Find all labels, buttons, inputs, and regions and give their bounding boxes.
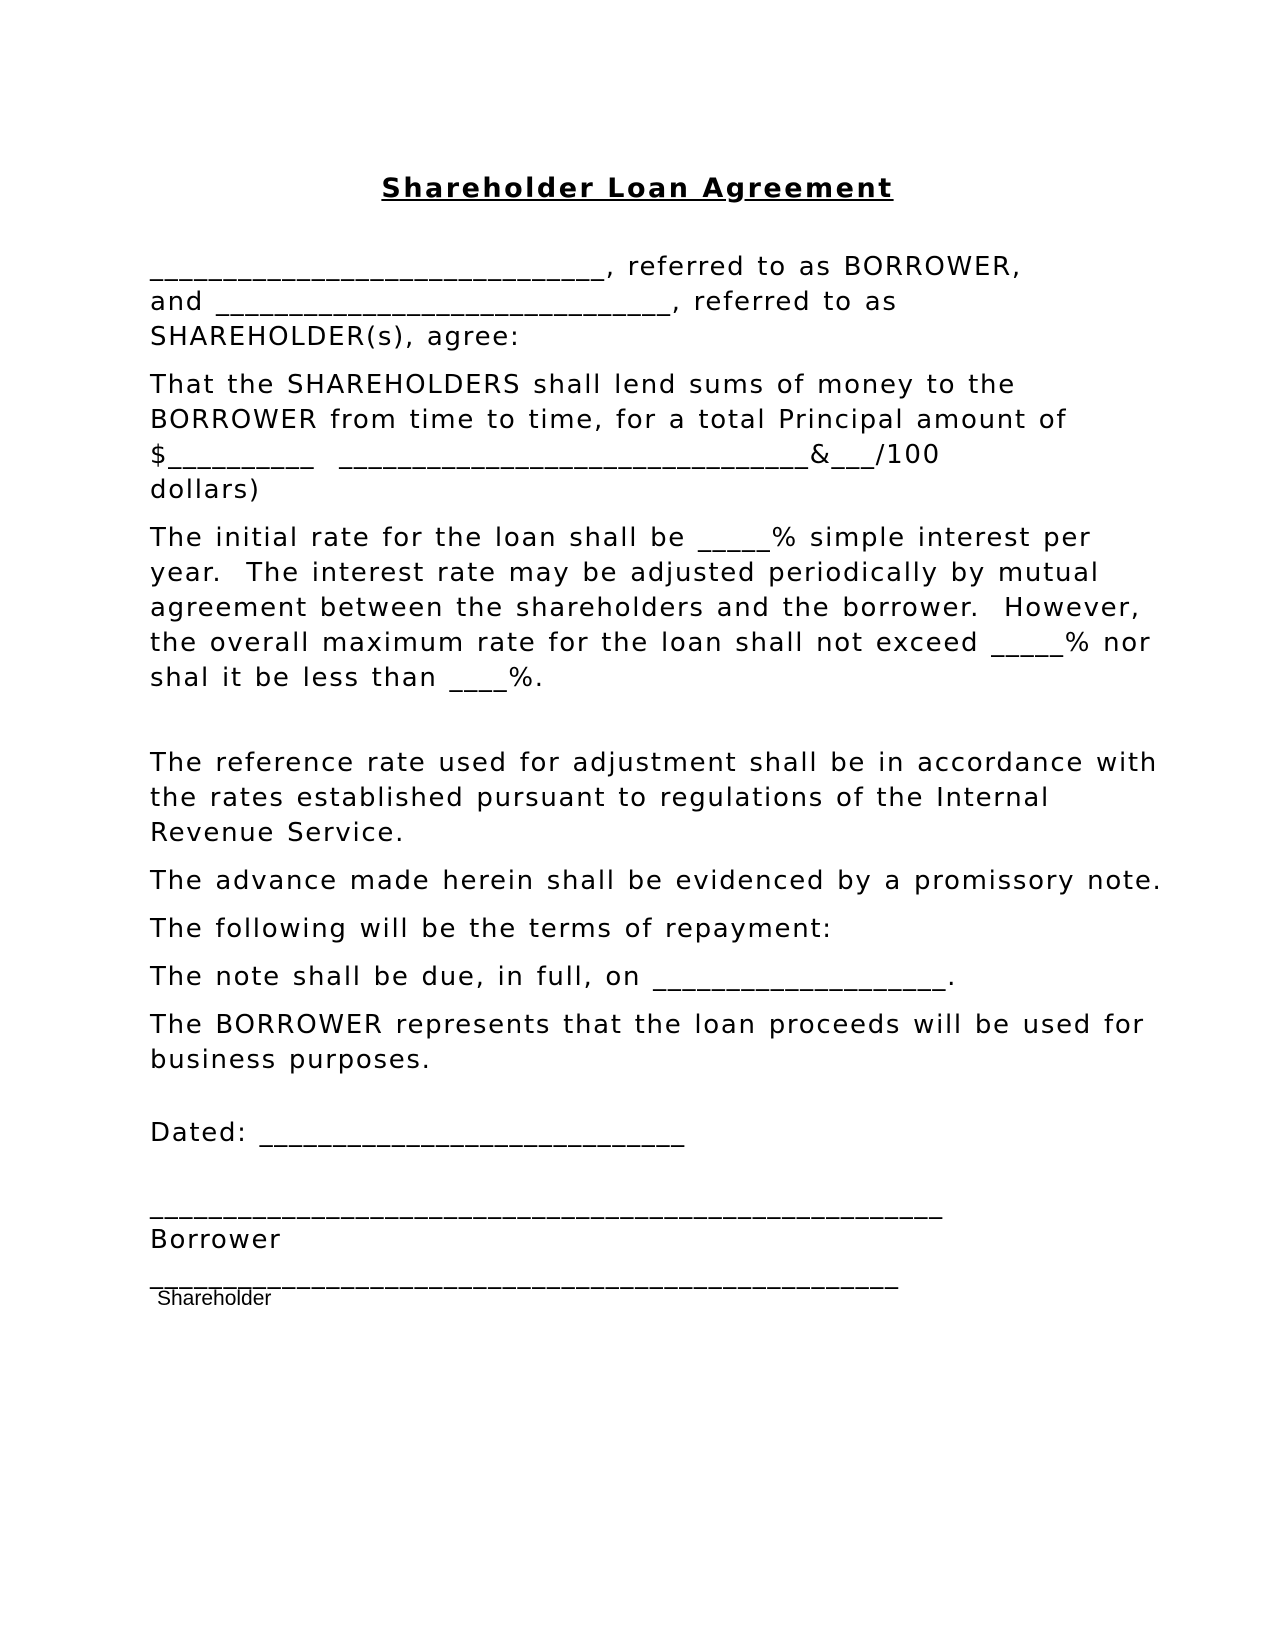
advance-line: The advance made herein shall be evidenced by a promissory note.	[150, 866, 1163, 896]
parties-line-3: SHAREHOLDER(s), agree:	[150, 322, 521, 352]
principal-paragraph	[150, 368, 1160, 508]
purpose-line-1: The BORROWER represents that the loan proceeds will be used for	[150, 1010, 1145, 1040]
borrower-signature-block	[150, 1188, 1160, 1311]
interest-line-5: shal it be less than ____%.	[150, 663, 545, 693]
due-line: The note shall be due, in full, on ____________________.	[150, 962, 958, 992]
terms-paragraph	[150, 912, 1160, 947]
interest-line-3: agreement between the shareholders and the borrower. However,	[150, 593, 1141, 623]
reference-line-1: The reference rate used for adjustment shall be in accordance with	[150, 748, 1158, 778]
terms-line: The following will be the terms of repayment:	[150, 914, 833, 944]
purpose-paragraph	[150, 1008, 1160, 1078]
reference-line-2: the rates established pursuant to regulations of the Internal	[150, 783, 1050, 813]
parties-line-2: and _______________________________, referred to as	[150, 287, 898, 317]
document-title: Shareholder Loan Agreement	[381, 173, 894, 204]
principal-line-4: dollars)	[150, 475, 261, 505]
reference-line-3: Revenue Service.	[150, 818, 406, 848]
interest-line-4: the overall maximum rate for the loan shall not exceed _____% nor	[150, 628, 1152, 658]
purpose-line-2: business purposes.	[150, 1045, 432, 1075]
interest-line-1: The initial rate for the loan shall be _____% simple interest per	[150, 523, 1092, 553]
due-paragraph	[150, 960, 1160, 995]
principal-line-2: BORROWER from time to time, for a total Principal amount of	[150, 405, 1068, 435]
reference-paragraph	[150, 746, 1160, 851]
interest-paragraph	[150, 521, 1160, 696]
advance-paragraph	[150, 864, 1163, 899]
document-body	[150, 250, 1163, 1324]
dated-line: Dated: _____________________________	[150, 1118, 686, 1148]
parties-line-1: _______________________________, referred to as BORROWER,	[150, 252, 1022, 282]
borrower-label: Borrower	[150, 1225, 282, 1255]
borrower-signature-line: ______________________________________________________	[150, 1190, 944, 1220]
dated-paragraph	[150, 1116, 1160, 1151]
principal-line-3: $__________ ________________________________&___/100	[150, 440, 941, 470]
shareholder-signature-line: ___________________________________________________	[150, 1260, 900, 1290]
shareholder-label: Shareholder	[157, 1287, 272, 1310]
interest-line-2: year. The interest rate may be adjusted periodically by mutual	[150, 558, 1100, 588]
principal-line-1: That the SHAREHOLDERS shall lend sums of money to the	[150, 370, 1016, 400]
parties-paragraph	[150, 250, 1160, 355]
